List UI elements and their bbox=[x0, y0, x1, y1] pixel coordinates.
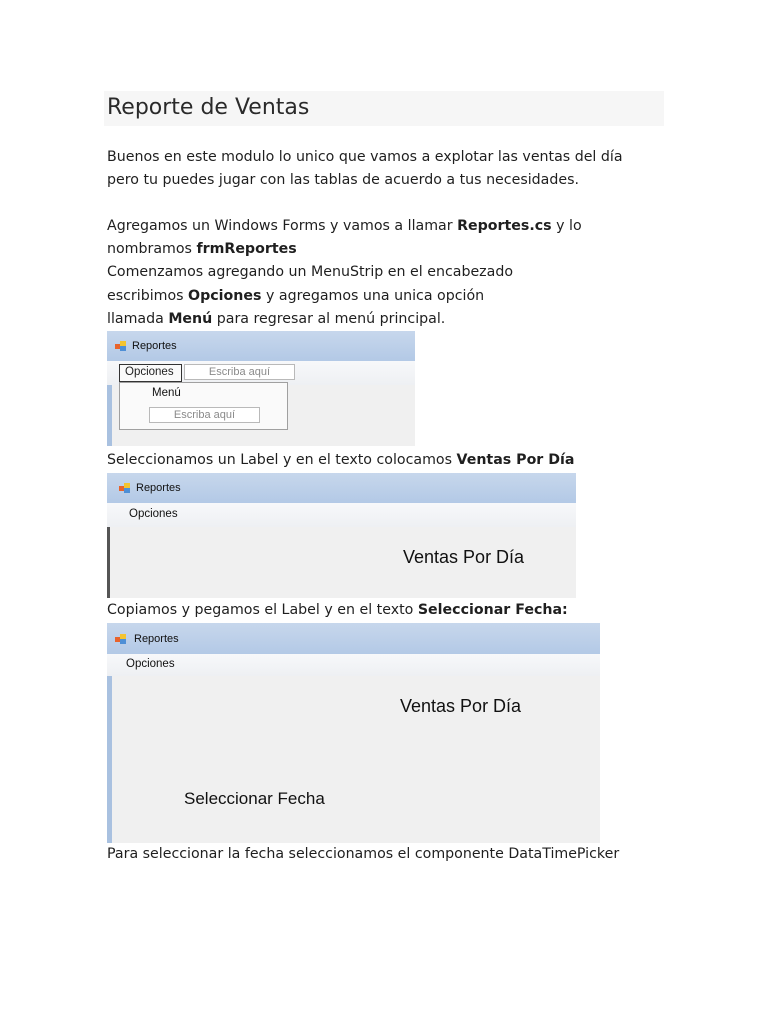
menustrip-screenshot bbox=[107, 331, 415, 446]
label-seleccionar-fecha[interactable]: Seleccionar Fecha bbox=[184, 789, 325, 808]
window-title: Reportes bbox=[132, 340, 177, 352]
bold-label-text: Ventas Por Día bbox=[456, 452, 575, 468]
window-title: Reportes bbox=[134, 632, 179, 645]
app-icon bbox=[115, 341, 127, 351]
text-fragment: llamada bbox=[107, 311, 169, 327]
window-titlebar bbox=[107, 473, 576, 503]
label-screenshot bbox=[107, 473, 576, 598]
app-icon bbox=[119, 483, 131, 493]
intro-line-2: pero tu puedes jugar con las tablas de acuerdo a tus necesidades. bbox=[107, 172, 579, 188]
text-fragment: Seleccionamos un Label y en el texto colocamos bbox=[107, 452, 457, 468]
menu-item-opciones[interactable]: Opciones bbox=[119, 364, 182, 382]
label-ventas-por-dia[interactable]: Ventas Por Día bbox=[400, 696, 522, 716]
submenu-type-here-box[interactable]: Escriba aquí bbox=[149, 407, 260, 423]
copy-label-step-line bbox=[107, 599, 568, 623]
text-fragment: y agregamos una unica opción bbox=[261, 288, 485, 304]
bold-submenu-name: Menú bbox=[168, 311, 213, 327]
window-titlebar bbox=[107, 331, 415, 361]
text-fragment: y lo bbox=[551, 218, 582, 234]
menu-strip bbox=[107, 654, 600, 676]
window-titlebar bbox=[107, 623, 600, 654]
step-line-1 bbox=[107, 215, 582, 239]
window-left-edge bbox=[107, 676, 112, 843]
page-title: Reporte de Ventas bbox=[107, 95, 310, 120]
datetimepicker-step-line: Para seleccionar la fecha seleccionamos el componente DataTimePicker bbox=[107, 846, 620, 862]
intro-line-1: Buenos en este modulo lo unico que vamos a explotar las ventas del día bbox=[107, 149, 623, 165]
menu-strip bbox=[107, 503, 576, 527]
bold-filename: Reportes.cs bbox=[457, 218, 552, 234]
text-fragment: Copiamos y pegamos el Label y en el texto bbox=[107, 602, 418, 618]
two-labels-screenshot bbox=[107, 623, 600, 843]
bold-form-name: frmReportes bbox=[196, 241, 297, 257]
text-fragment: nombramos bbox=[107, 241, 197, 257]
bold-label-text: Seleccionar Fecha: bbox=[417, 602, 568, 618]
menu-item-opciones[interactable]: Opciones bbox=[126, 658, 175, 670]
window-left-edge bbox=[107, 527, 110, 598]
menu-item-opciones[interactable]: Opciones bbox=[129, 508, 178, 520]
step-line-2 bbox=[107, 238, 297, 262]
text-fragment: escribimos bbox=[107, 288, 189, 304]
window-title: Reportes bbox=[136, 482, 181, 494]
bold-menu-name: Opciones bbox=[188, 288, 262, 304]
step-line-5 bbox=[107, 308, 445, 332]
app-icon bbox=[115, 634, 127, 644]
step-line-3: Comenzamos agregando un MenuStrip en el encabezado bbox=[107, 264, 513, 280]
label-ventas-por-dia[interactable]: Ventas Por Día bbox=[403, 547, 525, 567]
text-fragment: Agregamos un Windows Forms y vamos a llamar bbox=[107, 218, 458, 234]
window-left-edge bbox=[107, 385, 112, 446]
submenu-item-menu[interactable]: Menú bbox=[152, 387, 181, 399]
text-fragment: para regresar al menú principal. bbox=[212, 311, 446, 327]
step-line-4 bbox=[107, 285, 484, 309]
label-step-line bbox=[107, 449, 574, 473]
type-here-box[interactable]: Escriba aquí bbox=[184, 364, 295, 380]
